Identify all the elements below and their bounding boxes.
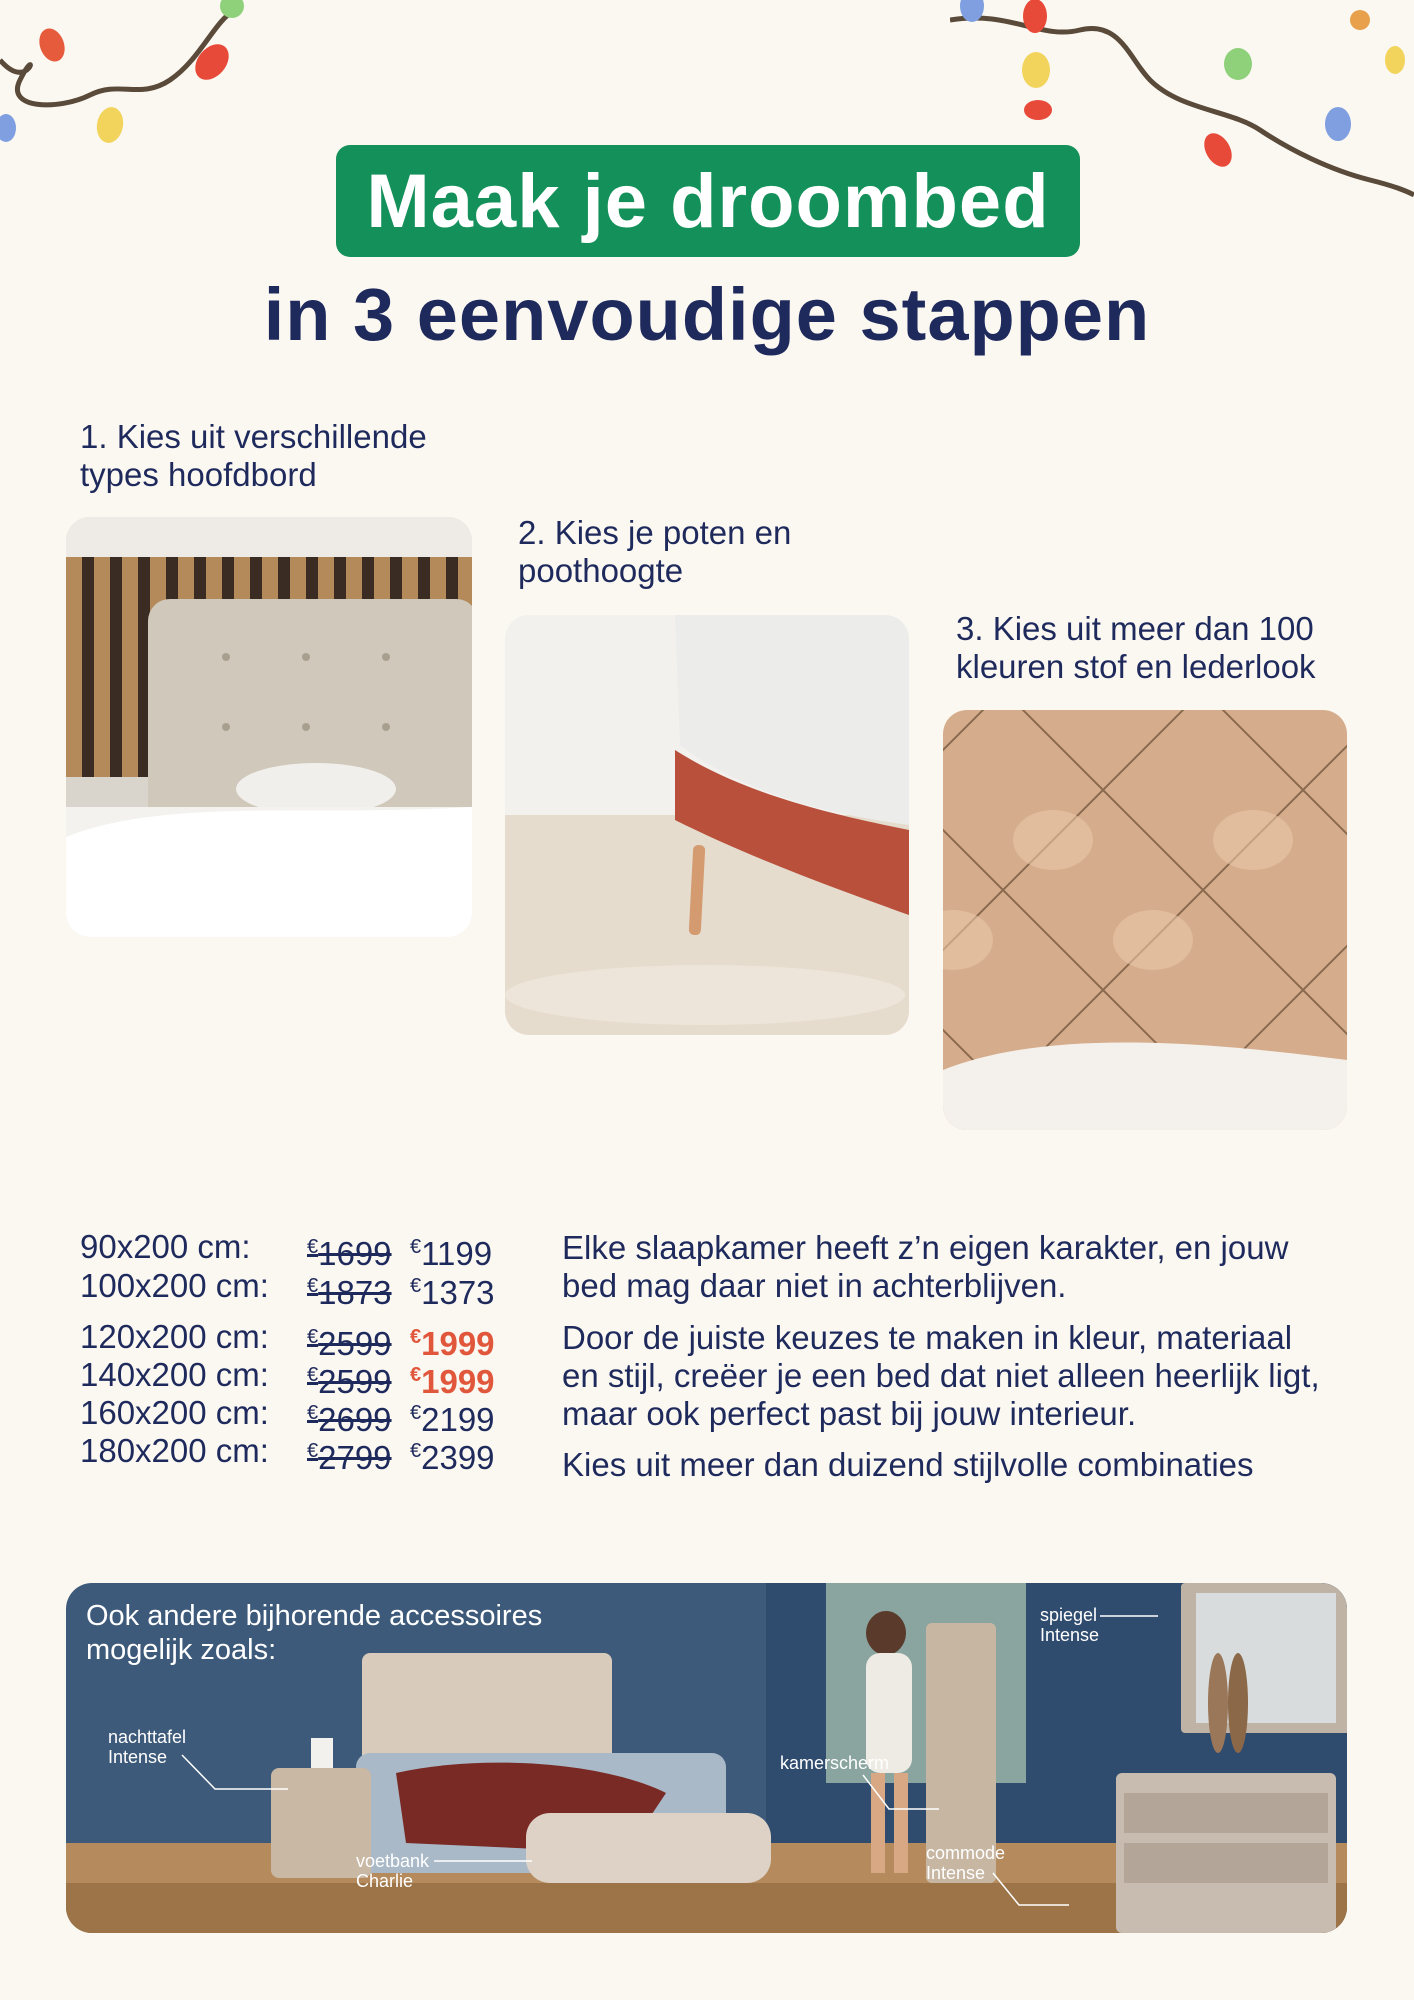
description-line: bed mag daar niet in achterblijven. <box>562 1267 1067 1304</box>
new-price <box>410 1432 495 1477</box>
headboard-photo <box>66 517 472 937</box>
price-row <box>80 1432 520 1476</box>
callout-voetbank <box>356 1851 429 1891</box>
step-2-line-2: poothoogte <box>518 552 684 589</box>
fabric-photo <box>943 710 1347 1130</box>
string-lights-left-decoration <box>0 0 260 150</box>
old-price-value: 2599 <box>318 1363 392 1400</box>
old-price-value: 1699 <box>318 1235 392 1272</box>
currency-symbol: € <box>307 1364 319 1386</box>
callout-line: Charlie <box>356 1871 414 1891</box>
currency-symbol: € <box>307 1326 319 1348</box>
description-line: Kies uit meer dan duizend stijlvolle combinaties <box>562 1446 1254 1483</box>
price-size: 90x200 cm: <box>80 1228 251 1265</box>
currency-symbol: € <box>307 1440 319 1462</box>
currency-symbol: € <box>307 1402 319 1424</box>
new-price <box>410 1267 495 1312</box>
price-size: 140x200 cm: <box>80 1356 269 1393</box>
description-paragraph-1 <box>562 1229 1362 1305</box>
callout-nachttafel <box>108 1727 186 1767</box>
step-2-line-1: 2. Kies je poten en <box>518 514 792 551</box>
price-size: 180x200 cm: <box>80 1432 269 1469</box>
currency-symbol: € <box>410 1364 422 1386</box>
step-3-label <box>956 610 1376 686</box>
new-price-value: 1199 <box>421 1235 493 1272</box>
step-3-line-1: 3. Kies uit meer dan 100 <box>956 610 1314 647</box>
step-1-line-1: 1. Kies uit verschillende <box>80 418 427 455</box>
callout-line: nachttafel <box>108 1727 187 1747</box>
new-price-value: 1999 <box>421 1363 495 1400</box>
currency-symbol: € <box>410 1275 422 1297</box>
callout-line: voetbank <box>356 1851 430 1871</box>
price-row <box>80 1228 520 1272</box>
callout-line-voetbank <box>434 1851 534 1871</box>
title-badge <box>336 145 1080 257</box>
description-line: maar ook perfect past bij jouw interieur. <box>562 1395 1137 1432</box>
tufted-fabric-illustration <box>943 710 1347 1130</box>
description-line: en stijl, creëer je een bed dat niet alleen heerlijk ligt, <box>562 1357 1320 1394</box>
description-line: Door de juiste keuzes te maken in kleur, materiaal <box>562 1319 1293 1356</box>
headboard-illustration <box>66 517 472 937</box>
callout-line-kamerscherm <box>861 1773 941 1813</box>
old-price-value: 2799 <box>318 1439 392 1476</box>
description-line: Elke slaapkamer heeft z’n eigen karakter, en jouw <box>562 1229 1289 1266</box>
price-size: 100x200 cm: <box>80 1267 269 1304</box>
callout-line: Intense <box>1040 1625 1100 1645</box>
page-title: Maak je droombed <box>366 158 1050 244</box>
callout-line: Intense <box>108 1747 168 1767</box>
callout-line: Intense <box>926 1863 986 1883</box>
step-3-line-2: kleuren stof en lederlook <box>956 648 1316 685</box>
price-size: 160x200 cm: <box>80 1394 269 1431</box>
new-price-value: 2399 <box>421 1439 495 1476</box>
callout-line: spiegel <box>1040 1605 1098 1625</box>
banner-title-line-1: Ook andere bijhorende accessoires <box>86 1600 543 1632</box>
bed-legs-illustration <box>505 615 909 1035</box>
callout-spiegel <box>1040 1605 1099 1645</box>
step-1-label <box>80 418 500 494</box>
callout-line: kamerscherm <box>780 1753 890 1773</box>
step-2-label <box>518 514 938 590</box>
currency-symbol: € <box>410 1440 422 1462</box>
page-subtitle: in 3 eenvoudige stappen <box>263 273 1151 356</box>
bed-legs-photo <box>505 615 909 1035</box>
currency-symbol: € <box>410 1326 422 1348</box>
callout-line-spiegel <box>1100 1607 1160 1627</box>
description-paragraph-2 <box>562 1319 1362 1433</box>
step-1-line-2: types hoofdbord <box>80 456 317 493</box>
currency-symbol: € <box>410 1236 422 1258</box>
old-price-value: 2699 <box>318 1401 392 1438</box>
callout-line-commode <box>991 1871 1071 1911</box>
price-row <box>80 1318 520 1362</box>
description-paragraph-3 <box>562 1446 1362 1484</box>
new-price-value: 2199 <box>421 1401 495 1438</box>
price-row <box>80 1394 520 1438</box>
old-price-value: 2599 <box>318 1325 392 1362</box>
price-row <box>80 1356 520 1400</box>
banner-title <box>86 1599 542 1667</box>
price-size: 120x200 cm: <box>80 1318 269 1355</box>
new-price-value: 1373 <box>421 1274 495 1311</box>
currency-symbol: € <box>410 1402 422 1424</box>
callout-kamerscherm <box>780 1753 889 1773</box>
old-price <box>307 1432 392 1477</box>
banner-title-line-2: mogelijk zoals: <box>86 1634 277 1666</box>
accessories-banner <box>66 1583 1347 1933</box>
old-price-value: 1873 <box>318 1274 392 1311</box>
new-price-value: 1999 <box>421 1325 495 1362</box>
old-price <box>307 1267 392 1312</box>
currency-symbol: € <box>307 1236 319 1258</box>
callout-line: commode <box>926 1843 1006 1863</box>
callout-line-nachttafel <box>180 1753 290 1793</box>
price-row <box>80 1267 520 1311</box>
currency-symbol: € <box>307 1275 319 1297</box>
